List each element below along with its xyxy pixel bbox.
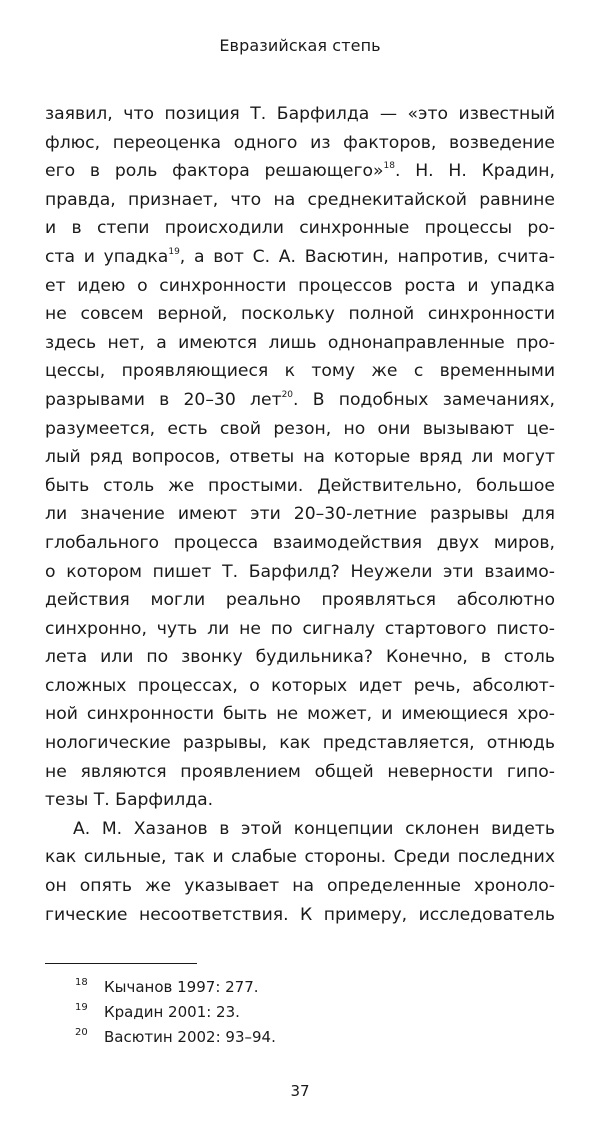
running-head: Евразийская степь [219, 36, 381, 55]
page-number: 37 [290, 1082, 310, 1100]
text-line: действия могли реально проявляться абсолютно [45, 590, 555, 611]
paragraph-start-line: А. М. Хазанов в этой концепции склонен видеть [73, 818, 555, 839]
footnotes [75, 975, 276, 1050]
text-segment: разрывами в 20–30 лет [45, 389, 282, 410]
body-text [45, 100, 555, 929]
footnote-18 [75, 975, 276, 1000]
text-line: ет идею о синхронности процессов роста и упадка [45, 275, 555, 296]
text-line: флюс, переоценка одного из факторов, возведение [45, 132, 555, 153]
footnote-19 [75, 1000, 276, 1025]
text-line: лета или по звонку будильника? Конечно, в столь [45, 647, 555, 668]
text-line: цессы, проявляющиеся к тому же с временными [45, 361, 555, 382]
footnote-number: 18 [75, 977, 88, 988]
paragraph-end-line: тезы Т. Барфилда. [45, 790, 214, 811]
text-line: ной синхронности быть не может, и имеющиеся хро- [45, 704, 555, 725]
text-line: он опять же указывает на определенные хроноло- [45, 876, 555, 897]
text-line: не являются проявлением общей неверности гипо- [45, 761, 555, 782]
text-segment: . Н. Н. Крадин, [395, 161, 555, 182]
text-line: лый ряд вопросов, ответы на которые вряд ли могут [45, 447, 555, 468]
footnote-number: 19 [75, 1002, 88, 1013]
text-segment: его в роль фактора решающего» [45, 161, 384, 182]
text-line: правда, признает, что на среднекитайской равнине [45, 189, 555, 210]
text-segment: ста и упадка [45, 246, 169, 267]
text-line: ли значение имеют эти 20–30-летние разрывы для [45, 504, 555, 525]
text-line: как сильные, так и слабые стороны. Среди последних [45, 847, 555, 868]
footnote-ref-19[interactable]: 19 [168, 247, 180, 258]
footnote-divider [45, 963, 197, 964]
text-line: гические несоответствия. К примеру, исследователь [45, 904, 555, 925]
text-line: разумеется, есть свой резон, но они вызывают це- [45, 418, 555, 439]
text-line: быть столь же простыми. Действительно, большое [45, 475, 555, 496]
text-line: здесь нет, а имеются лишь однонаправленные про- [45, 332, 555, 353]
text-line [45, 157, 555, 186]
footnote-20 [75, 1025, 276, 1050]
text-line: не совсем верной, поскольку полной синхронности [45, 304, 555, 325]
footnote-text: Кычанов 1997: 277. [104, 978, 259, 996]
text-segment: . В подобных замечаниях, [293, 389, 555, 410]
text-segment: , а вот С. А. Васютин, напротив, счита- [179, 246, 555, 267]
text-line: глобального процесса взаимодействия двух миров, [45, 532, 555, 553]
footnote-text: Васютин 2002: 93–94. [104, 1028, 276, 1046]
text-line [45, 386, 555, 415]
footnote-number: 20 [75, 1027, 88, 1038]
text-line [45, 243, 555, 272]
text-line: синхронно, чуть ли не по сигналу стартового писто- [45, 618, 555, 639]
footnote-ref-18[interactable]: 18 [383, 161, 395, 172]
text-line: о котором пишет Т. Барфилд? Неужели эти взаимо- [45, 561, 555, 582]
text-line: нологические разрывы, как представляется, отнюдь [45, 733, 555, 754]
footnote-ref-20[interactable]: 20 [281, 390, 294, 401]
text-line: и в степи происходили синхронные процессы ро- [45, 218, 555, 239]
text-line: заявил, что позиция Т. Барфилда — «это известный [45, 104, 555, 124]
text-line: сложных процессах, о которых идет речь, абсолют- [45, 675, 555, 696]
footnote-text: Крадин 2001: 23. [104, 1003, 240, 1021]
